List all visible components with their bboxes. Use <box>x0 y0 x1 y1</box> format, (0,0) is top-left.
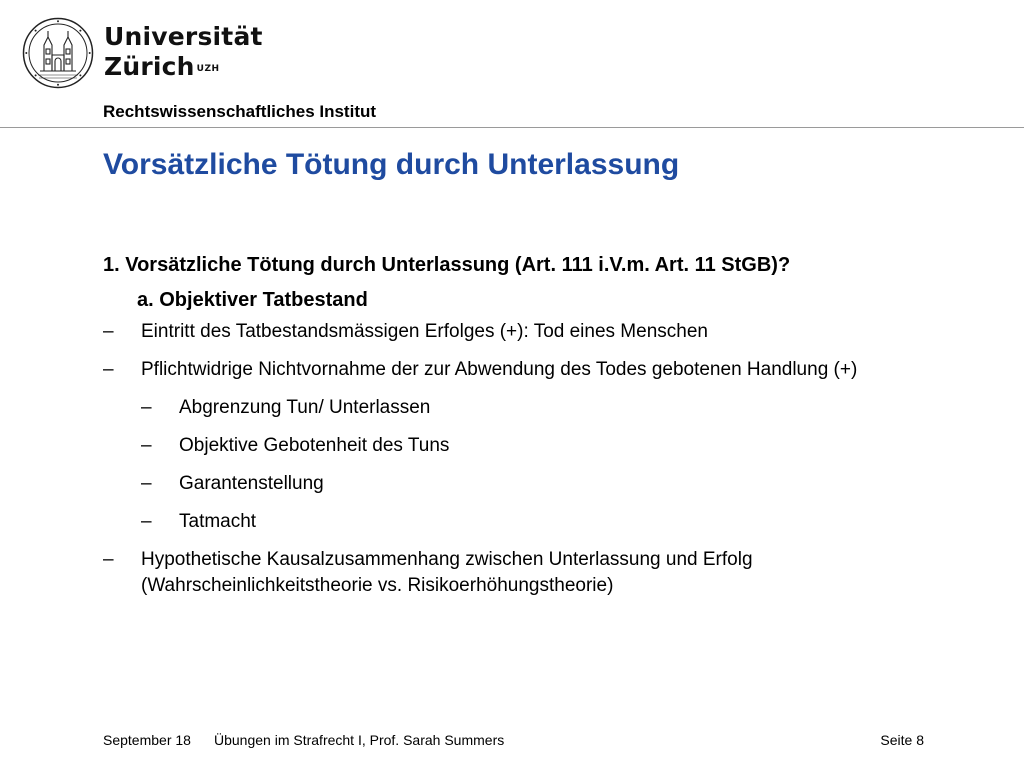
bullet-dash: – <box>141 435 152 456</box>
university-name-line1: Universität <box>104 22 263 51</box>
list-item <box>103 547 923 599</box>
bullet-text: Eintritt des Tatbestandsmässigen Erfolges (+): Tod eines Menschen <box>141 321 708 342</box>
bullet-dash: – <box>103 549 114 570</box>
subheading: a. Objektiver Tatbestand <box>137 289 368 311</box>
bullet-text: Hypothetische Kausalzusammenhang zwischen Unterlassung und Erfolg (Wahrscheinlichkeitstheorie vs. Risikoerhöhungstheorie) <box>141 549 753 596</box>
list-item <box>103 471 923 497</box>
university-name-line2 <box>104 52 263 82</box>
slide-content <box>103 250 923 611</box>
university-seal-icon <box>22 17 94 89</box>
list-item <box>103 319 923 345</box>
bullet-dash: – <box>141 473 152 494</box>
bullet-text: Tatmacht <box>179 511 257 532</box>
list-item <box>103 509 923 535</box>
list-item <box>103 433 923 459</box>
bullet-dash: – <box>103 321 114 342</box>
bullet-text: Objektive Gebotenheit des Tuns <box>179 435 450 456</box>
university-name <box>104 22 263 82</box>
question-heading: 1. Vorsätzliche Tötung durch Unterlassung (Art. 111 i.V.m. Art. 11 StGB)? <box>103 254 791 276</box>
list-item <box>103 357 923 383</box>
footer-page-number: Seite 8 <box>880 732 924 748</box>
bullet-list <box>103 319 923 599</box>
bullet-text: Garantenstellung <box>179 473 324 494</box>
bullet-dash: – <box>141 511 152 532</box>
bullet-dash: – <box>103 359 114 380</box>
footer-date: September 18 <box>103 732 191 748</box>
bullet-text: Pflichtwidrige Nichtvornahme der zur Abwendung des Todes gebotenen Handlung (+) <box>141 359 858 380</box>
bullet-text: Abgrenzung Tun/ Unterlassen <box>179 397 431 418</box>
institute-name: Rechtswissenschaftliches Institut <box>103 102 377 121</box>
university-mark: UZH <box>196 64 220 74</box>
bullet-dash: – <box>141 397 152 418</box>
header-divider <box>0 127 1024 128</box>
university-city: Zürich <box>104 52 195 81</box>
list-item <box>103 395 923 421</box>
footer-course: Übungen im Strafrecht I, Prof. Sarah Summers <box>214 732 505 748</box>
slide-title: Vorsätzliche Tötung durch Unterlassung <box>103 148 680 181</box>
